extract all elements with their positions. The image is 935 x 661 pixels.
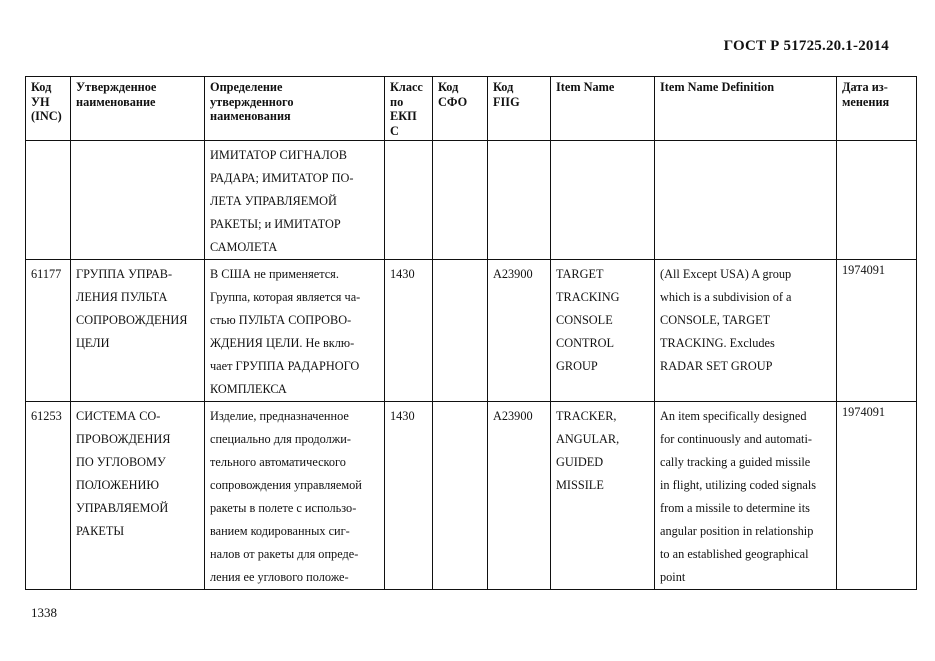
col-header-sfo: Код СФО [433,77,488,141]
cell-class: 1430 [385,260,433,402]
cell-fiig [488,141,551,260]
col-header-item-definition: Item Name Definition [655,77,837,141]
cell-fiig: A23900 [488,402,551,590]
col-header-date: Дата из- менения [837,77,917,141]
cell-item-name [551,141,655,260]
cell-approved-name [71,141,205,260]
table-row [26,141,917,260]
cell-class [385,141,433,260]
cell-item-definition [655,141,837,260]
catalog-table [25,76,917,590]
col-header-inc: Код УН (INC) [26,77,71,141]
cell-date [837,141,917,260]
cell-date: 1974091 [837,402,917,590]
cell-inc: 61253 [26,402,71,590]
cell-inc [26,141,71,260]
cell-sfo [433,260,488,402]
cell-definition: В США не применяется. Группа, которая является ча- стью ПУЛЬТА СОПРОВО- ЖДЕНИЯ ЦЕЛИ. Не вклю- чает ГРУППА РАДАРНОГО КОМПЛЕКСА [205,260,385,402]
cell-date: 1974091 [837,260,917,402]
cell-item-definition: An item specifically designed for continuously and automati- cally tracking a guided missile in flight, utilizing coded signals from a missile to determine its angular position in relationship to an established geographical point [655,402,837,590]
col-header-fiig: Код FIIG [488,77,551,141]
col-header-item-name: Item Name [551,77,655,141]
cell-sfo [433,141,488,260]
cell-item-name: TARGET TRACKING CONSOLE CONTROL GROUP [551,260,655,402]
cell-fiig: A23900 [488,260,551,402]
cell-definition: Изделие, предназначенное специально для продолжи- тельного автоматического сопровождения управляемой ракеты в полете с использо- ванием кодированных сиг- налов от ракеты для опреде- ления ее углового положе- [205,402,385,590]
cell-approved-name: ГРУППА УПРАВ- ЛЕНИЯ ПУЛЬТА СОПРОВОЖДЕНИЯ ЦЕЛИ [71,260,205,402]
document-code: ГОСТ Р 51725.20.1-2014 [723,38,889,54]
table-row [26,402,917,590]
col-header-definition: Определение утвержденного наименования [205,77,385,141]
page-number: 1338 [31,605,57,620]
cell-sfo [433,402,488,590]
col-header-class: Класс по ЕКП С [385,77,433,141]
table-header-row [26,77,917,141]
table-row [26,260,917,402]
cell-class: 1430 [385,402,433,590]
cell-inc: 61177 [26,260,71,402]
col-header-approved-name: Утвержденное наименование [71,77,205,141]
cell-item-name: TRACKER, ANGULAR, GUIDED MISSILE [551,402,655,590]
cell-definition: ИМИТАТОР СИГНАЛОВ РАДАРА; ИМИТАТОР ПО- ЛЕТА УПРАВЛЯЕМОЙ РАКЕТЫ; и ИМИТАТОР САМОЛЕТА [205,141,385,260]
cell-item-definition: (All Except USA) A group which is a subdivision of a CONSOLE, TARGET TRACKING. Excludes RADAR SET GROUP [655,260,837,402]
cell-approved-name: СИСТЕМА СО- ПРОВОЖДЕНИЯ ПО УГЛОВОМУ ПОЛОЖЕНИЮ УПРАВЛЯЕМОЙ РАКЕТЫ [71,402,205,590]
